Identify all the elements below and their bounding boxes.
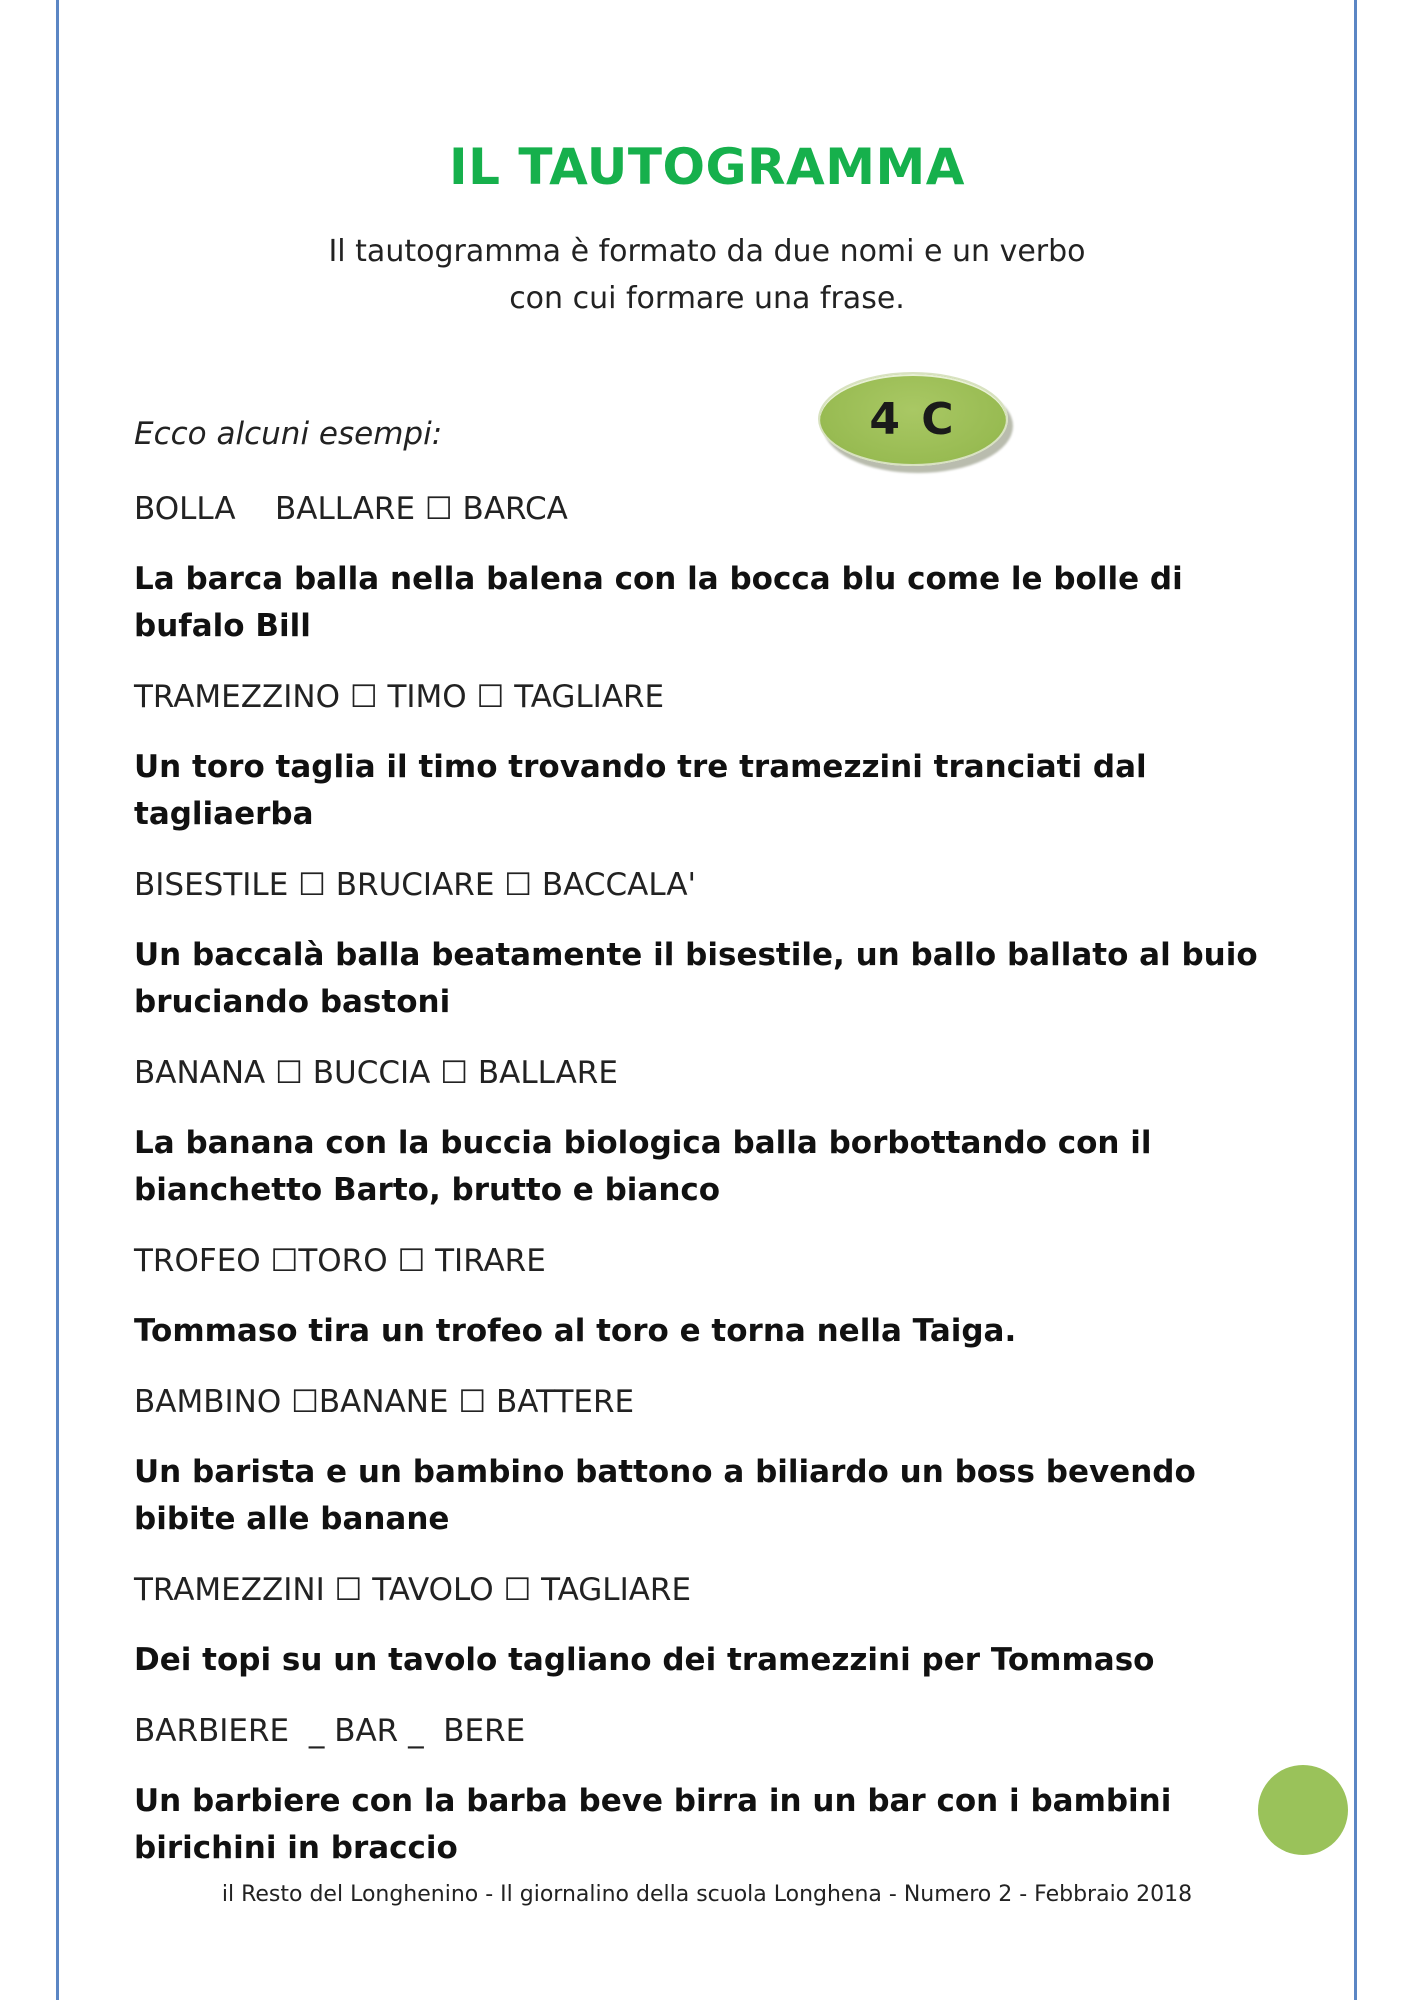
example-words: BOLLA BALLARE ☐ BARCA	[134, 491, 568, 527]
examples-list	[134, 486, 1284, 1896]
example-words: BARBIERE _ BAR _ BERE	[134, 1713, 526, 1749]
example-sentence: Un barista e un bambino battono a biliardo un boss bevendo bibite alle banane	[134, 1454, 1196, 1537]
page-title: IL TAUTOGRAMMA	[449, 138, 965, 196]
examples-label: Ecco alcuni esempi:	[134, 416, 443, 452]
intro-line-1: Il tautogramma è formato da due nomi e un verbo	[328, 234, 1086, 269]
example-sentence: La barca balla nella balena con la bocca blu come le bolle di bufalo Bill	[134, 561, 1183, 644]
example-sentence: Un baccalà balla beatamente il bisestile, un ballo ballato al buio bruciando bastoni	[134, 937, 1258, 1020]
example-words: TRAMEZZINO ☐ TIMO ☐ TAGLIARE	[134, 679, 665, 715]
example-words: TRAMEZZINI ☐ TAVOLO ☐ TAGLIARE	[134, 1572, 692, 1608]
class-badge: 4 C	[818, 372, 1008, 466]
example-sentence: Tommaso tira un trofeo al toro e torna nella Taiga.	[134, 1313, 1017, 1349]
example-sentence: Dei topi su un tavolo tagliano dei tramezzini per Tommaso	[134, 1642, 1155, 1678]
example-words: TROFEO ☐TORO ☐ TIRARE	[134, 1243, 546, 1279]
example-words: BANANA ☐ BUCCIA ☐ BALLARE	[134, 1055, 618, 1091]
decorative-circle	[1258, 1765, 1348, 1855]
intro-line-2: con cui formare una frase.	[509, 281, 905, 316]
example-words: BISESTILE ☐ BRUCIARE ☐ BACCALA'	[134, 867, 697, 903]
page-footer: il Resto del Longhenino - Il giornalino della scuola Longhena - Numero 2 - Febbraio 2018	[221, 1882, 1193, 1907]
intro-text	[0, 228, 1414, 322]
example-sentence: La banana con la buccia biologica balla borbottando con il bianchetto Barto, brutto e bianco	[134, 1125, 1152, 1208]
example-sentence: Un barbiere con la barba beve birra in un bar con i bambini birichini in braccio	[134, 1783, 1172, 1866]
example-sentence: Un toro taglia il timo trovando tre tramezzini tranciati dal tagliaerba	[134, 749, 1147, 832]
example-words: BAMBINO ☐BANANE ☐ BATTERE	[134, 1384, 635, 1420]
